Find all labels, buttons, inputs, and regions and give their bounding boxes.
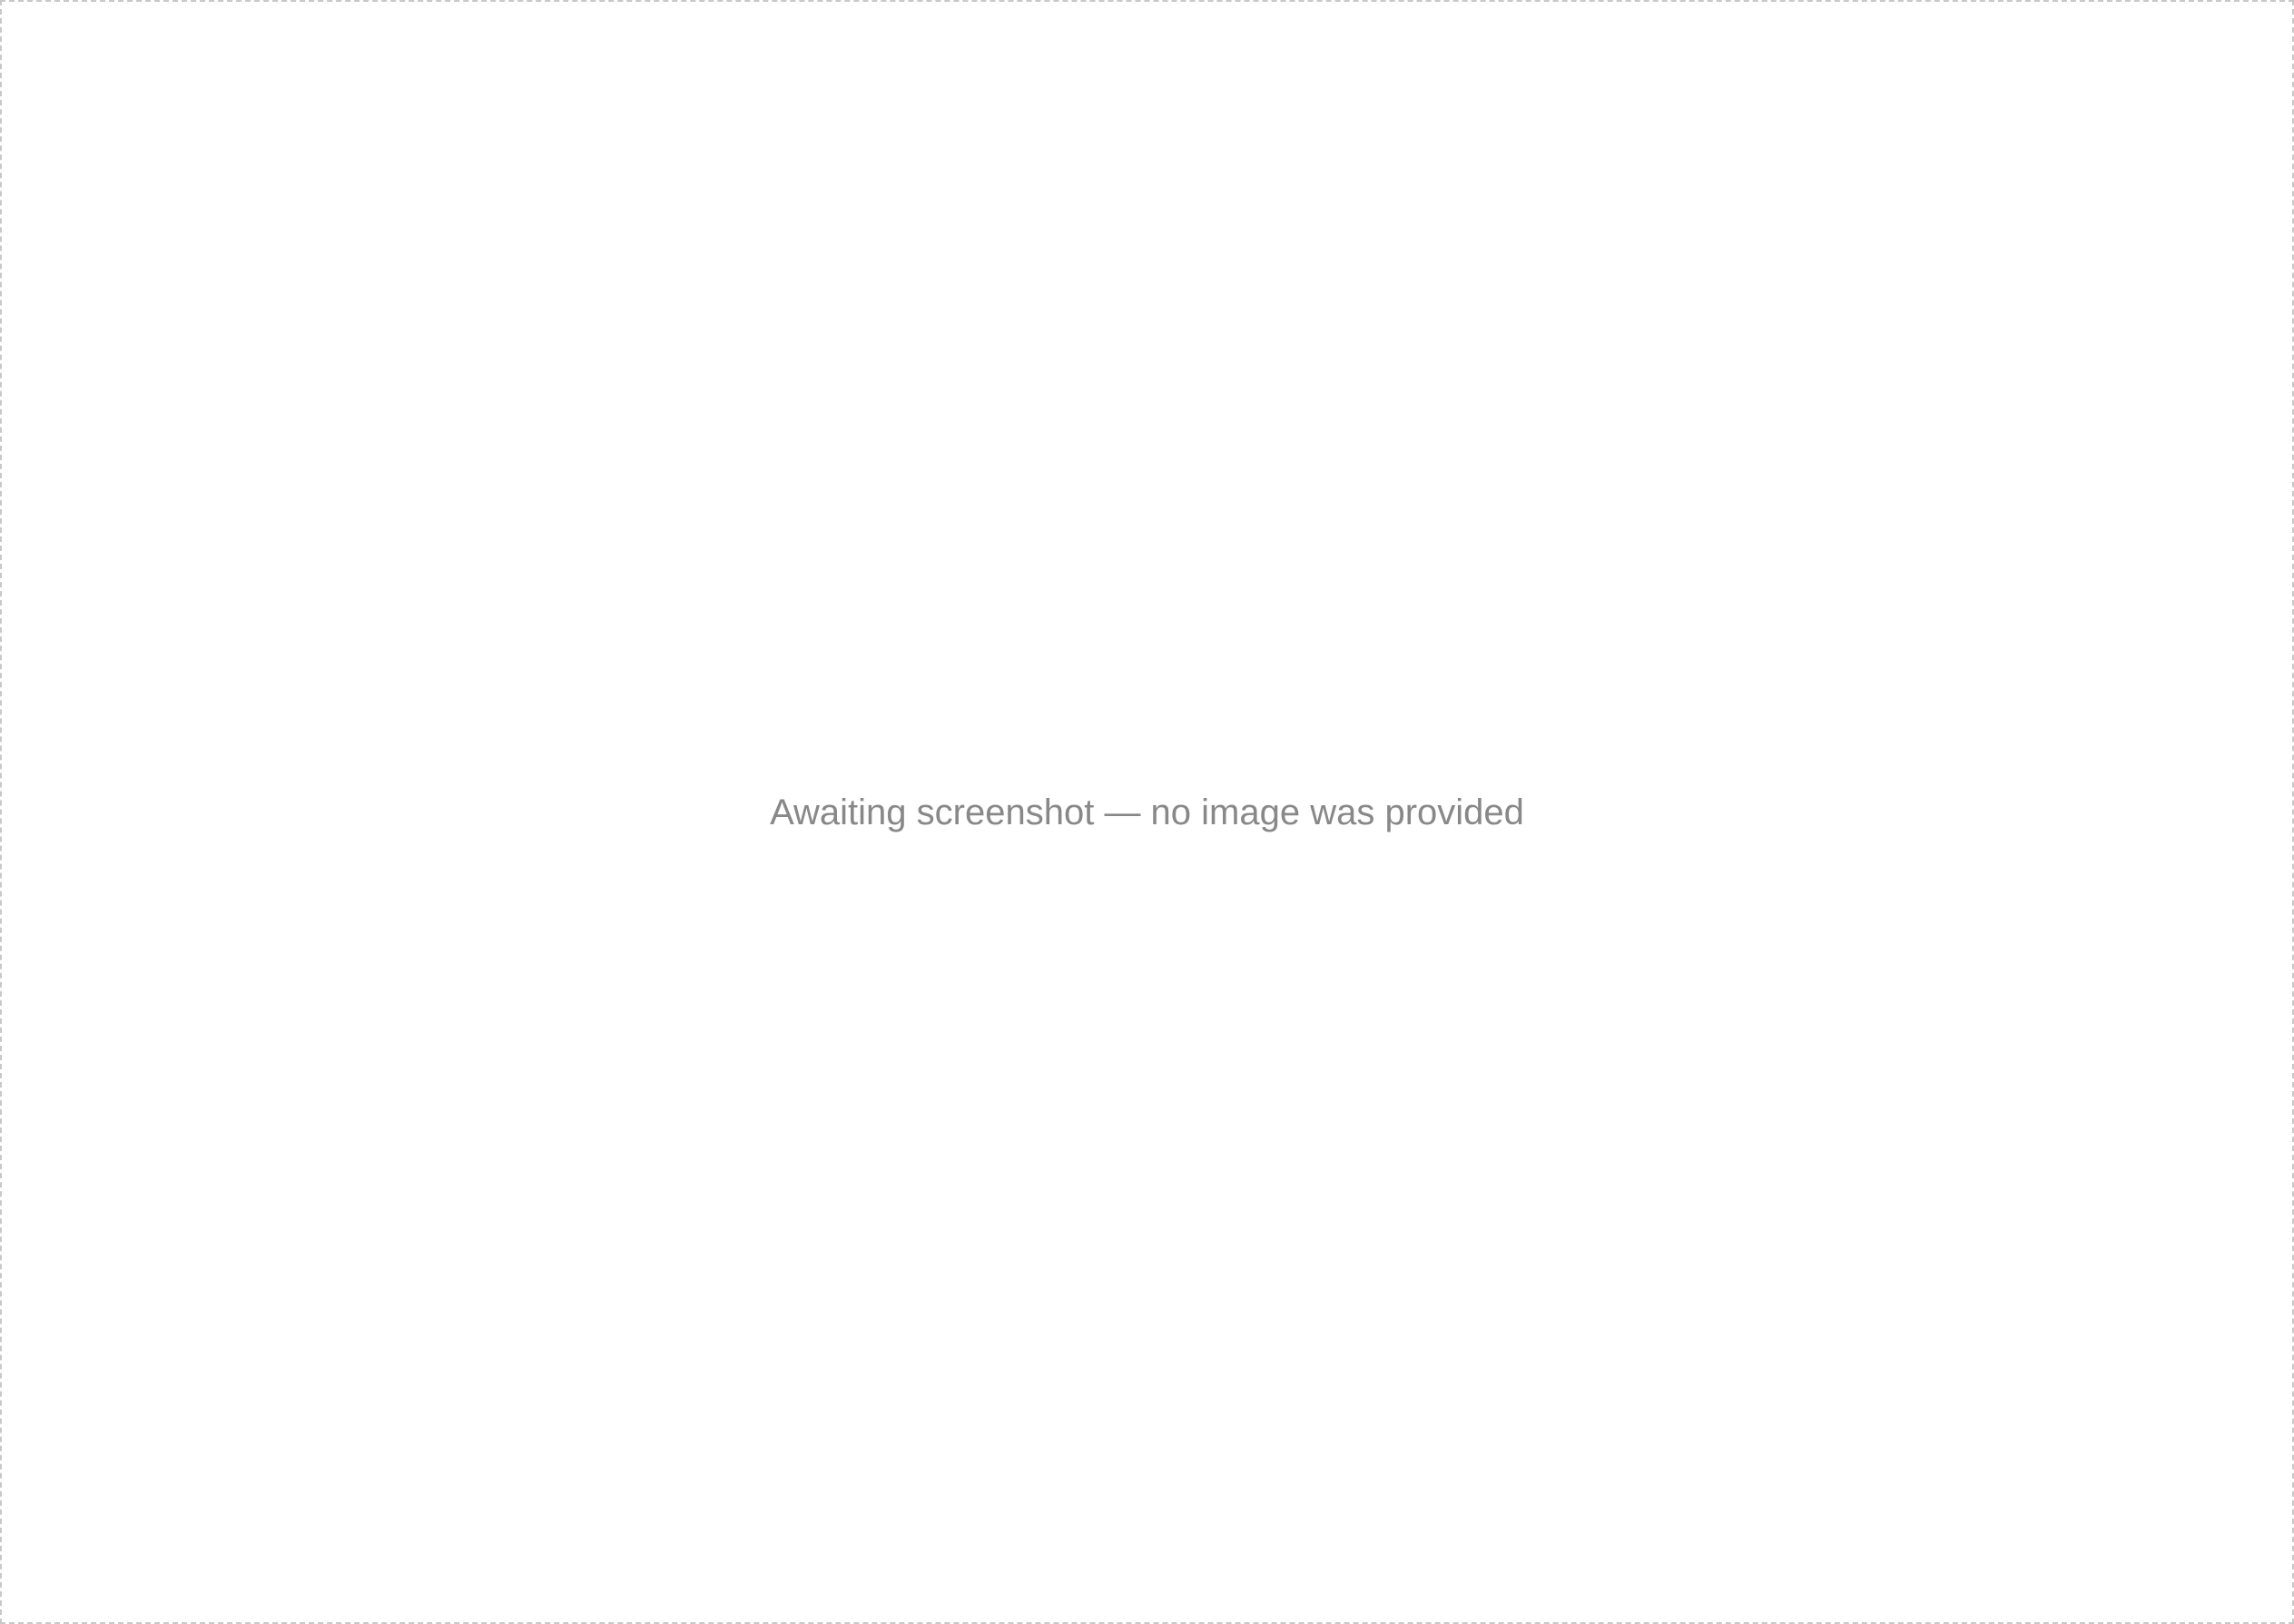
missing-screenshot-notice: Awaiting screenshot — no image was provided — [770, 792, 1524, 832]
